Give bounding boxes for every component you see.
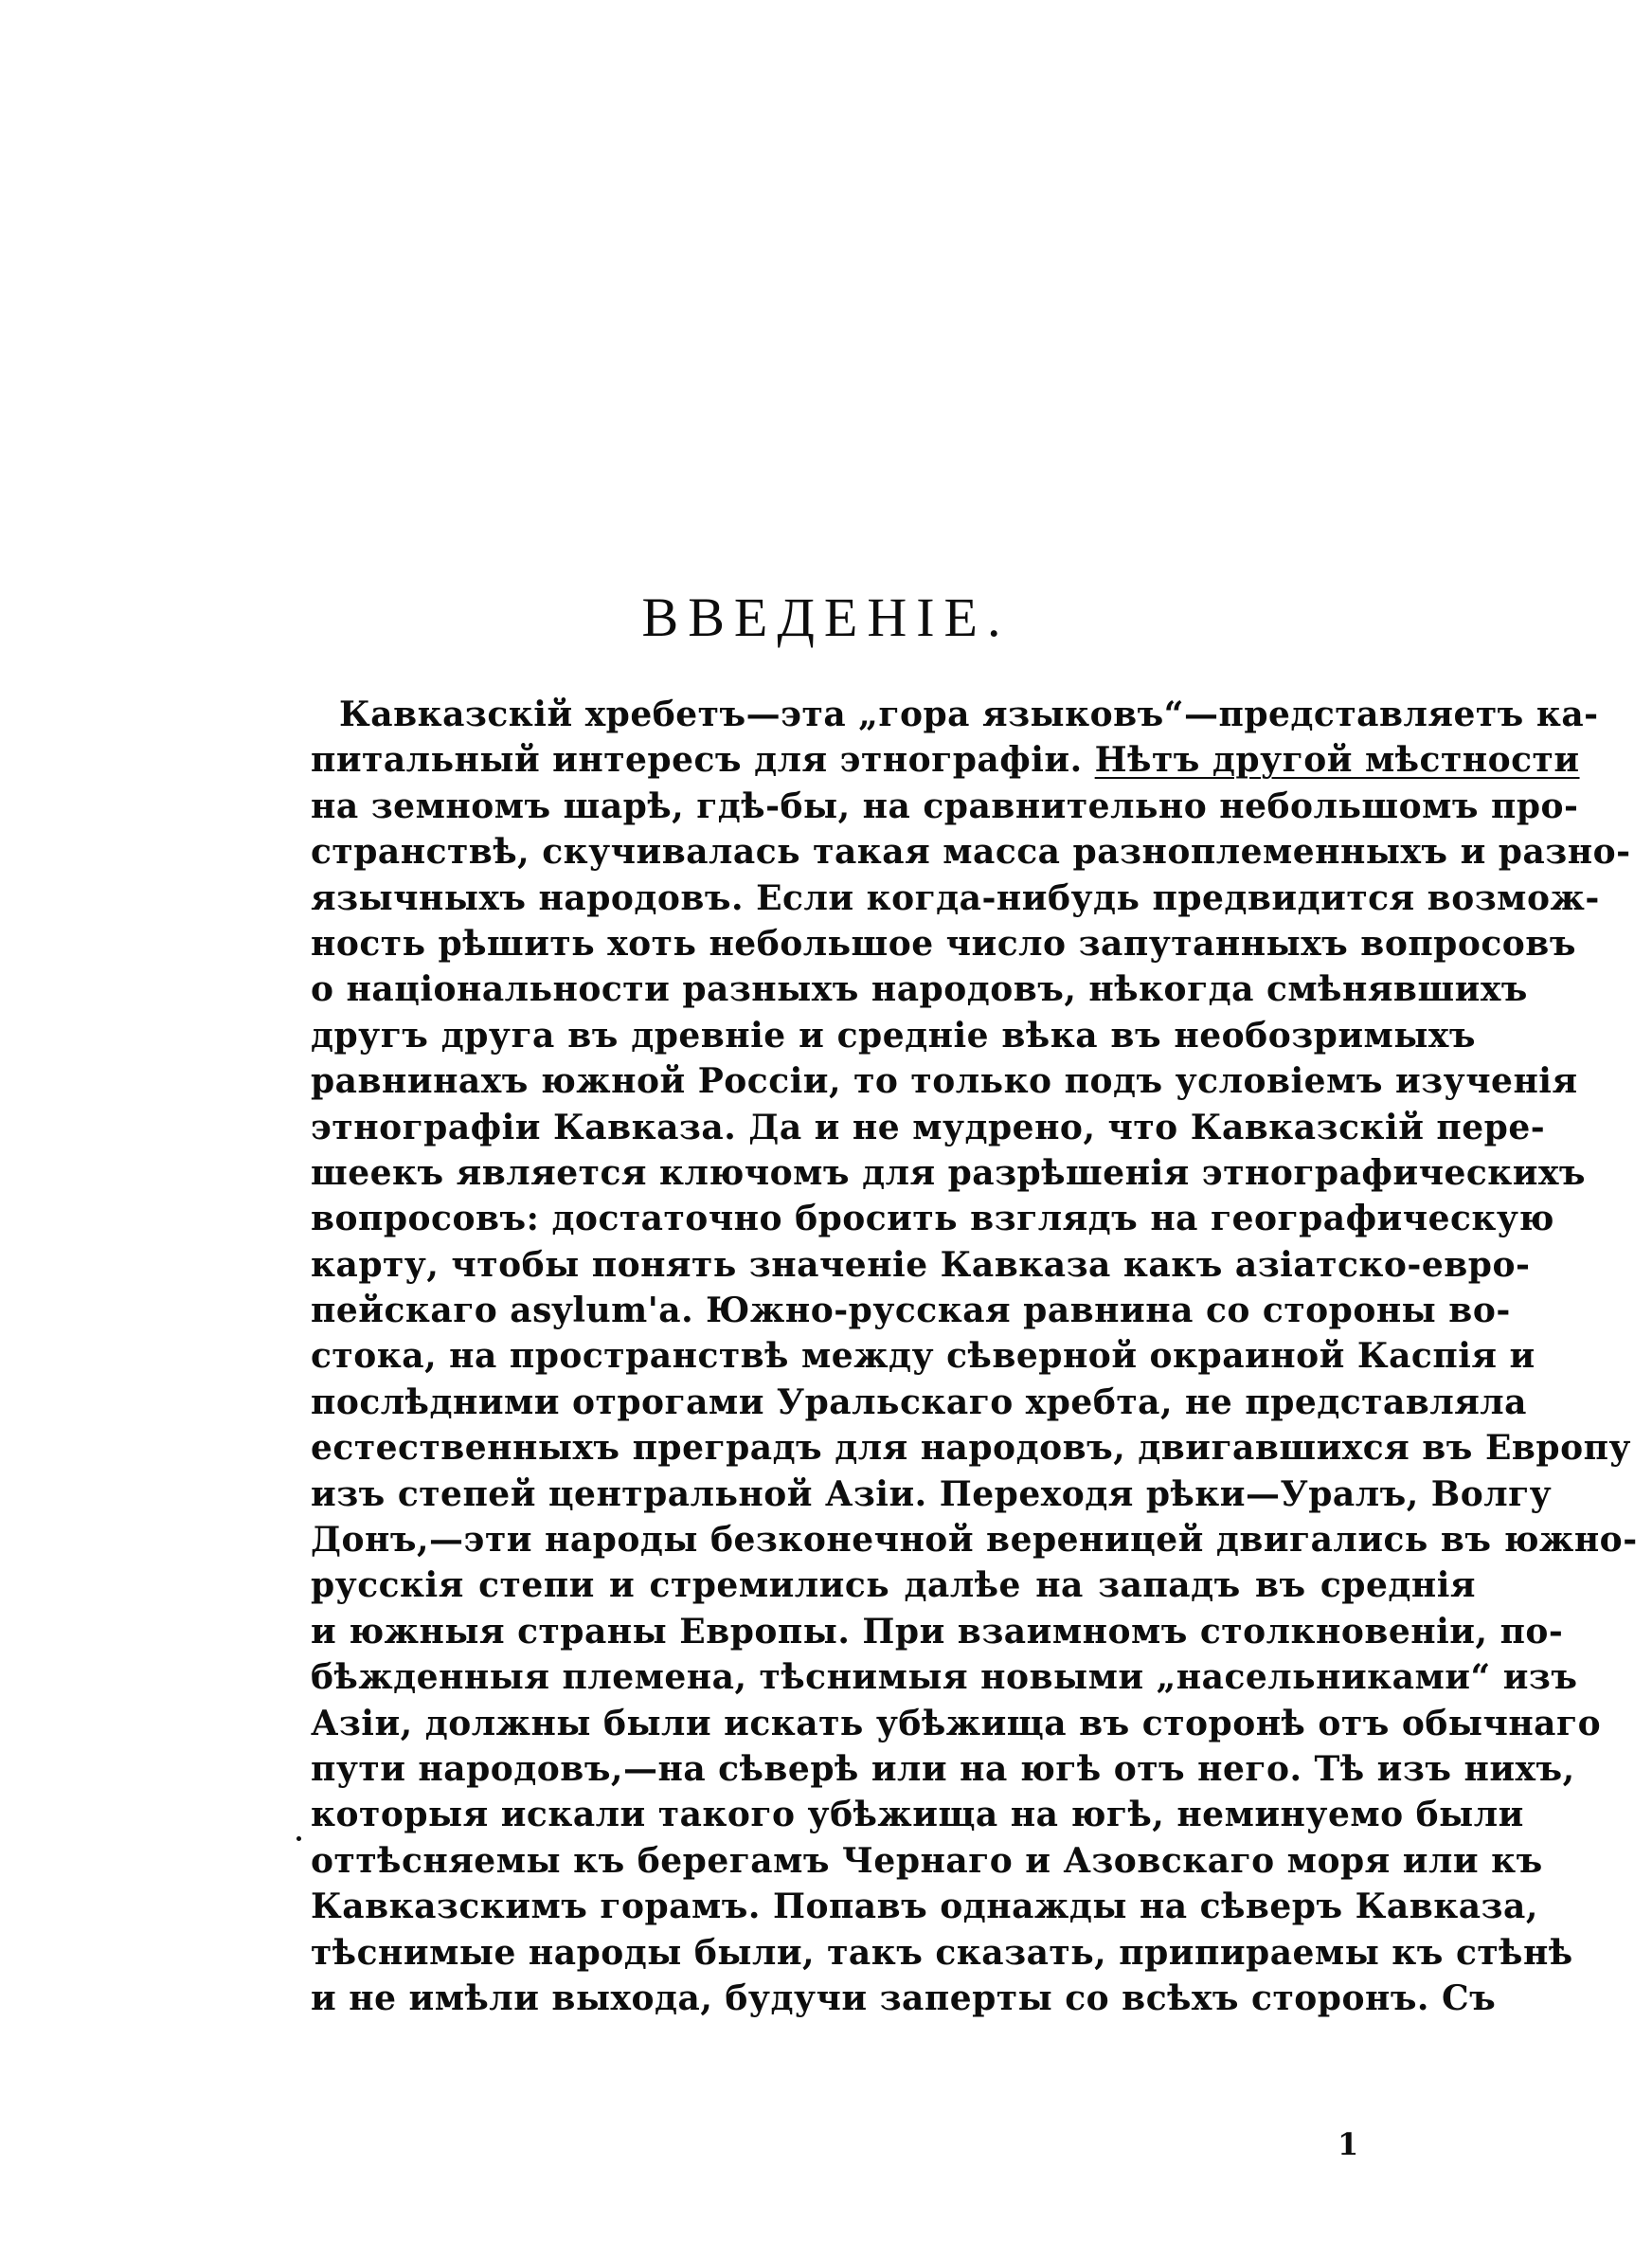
text-line-10: этнографіи Кавказа. Да и не мудрено, что Кавказскій пере-	[311, 1107, 1546, 1147]
text-line-24: пути народовъ,—на сѣверѣ или на югѣ отъ него. Тѣ изъ нихъ,	[311, 1748, 1575, 1789]
chapter-title: ВВЕДЕНІЕ.	[641, 587, 1011, 648]
text-line-4: странствѣ, скучивалась такая масса разноплеменныхъ и разно-	[311, 832, 1631, 873]
text-line-27: Кавказскимъ горамъ. Попавъ однажды на сѣверъ Кавказа,	[311, 1887, 1538, 1927]
text-line-17: естественныхъ преградъ для народовъ, двигавшихся въ Европу	[311, 1428, 1631, 1469]
text-line-9: равнинахъ южной Россіи, то только подъ условіемъ изученія	[311, 1061, 1578, 1102]
text-line-21: и южныя страны Европы. При взаимномъ столкновеніи, по-	[311, 1611, 1564, 1652]
text-line-25: которыя искали такого убѣжища на югѣ, неминуемо были	[311, 1795, 1524, 1835]
text-line-29: и не имѣли выхода, будучи заперты со всѣхъ сторонъ. Съ	[311, 1977, 1497, 2018]
page-number: 1	[1338, 2126, 1359, 2162]
text-line-23: Азіи, должны были искать убѣжища въ сторонѣ отъ обычнаго	[311, 1703, 1602, 1743]
text-line-14: пейскаго asylum'а. Южно-русская равнина со стороны во-	[311, 1291, 1511, 1331]
text-line-2	[311, 737, 1580, 783]
text-line-22: бѣжденныя племена, тѣснимыя новыми „насельниками“ изъ	[311, 1657, 1578, 1698]
text-line-2-start: питальный интересъ для этнографіи.	[311, 740, 1095, 781]
text-line-8: другъ друга въ древніе и средніе вѣка въ необозримыхъ	[311, 1015, 1476, 1056]
text-line-11: шеекъ является ключомъ для разрѣшенія этнографическихъ	[311, 1152, 1587, 1193]
text-line-12: вопросовъ: достаточно бросить взглядъ на географическую	[311, 1199, 1554, 1239]
text-line-5: язычныхъ народовъ. Если когда-нибудь предвидится возмож-	[311, 877, 1600, 918]
text-line-20: русскія степи и стремились далѣе на западъ въ среднія	[311, 1565, 1476, 1606]
text-line-6: ность рѣшить хоть небольшое число запутанныхъ вопросовъ	[311, 923, 1576, 964]
text-line-28: тѣснимые народы были, такъ сказать, припираемы къ стѣнѣ	[311, 1932, 1573, 1973]
text-line-19: Донъ,—эти народы безконечной вереницей двигались въ южно-	[311, 1520, 1638, 1561]
underlined-phrase: Нѣтъ другой мѣстности	[1094, 740, 1580, 781]
text-line-16: послѣдними отрогами Уральскаго хребта, не представляла	[311, 1381, 1528, 1422]
text-line-15: стока, на пространствѣ между сѣверной окраиной Каспія и	[311, 1336, 1535, 1377]
text-line-18: изъ степей центральной Азіи. Переходя рѣки—Уралъ, Волгу	[311, 1473, 1553, 1514]
body-text	[311, 692, 1638, 2021]
text-line-7: о національности разныхъ народовъ, нѣкогда смѣнявшихъ	[311, 969, 1528, 1010]
text-line-3: на земномъ шарѣ, гдѣ-бы, на сравнительно небольшомъ про-	[311, 785, 1579, 826]
text-line-26: оттѣсняемы къ берегамъ Чернаго и Азовскаго моря или къ	[311, 1840, 1543, 1881]
margin-dot-mark	[296, 1836, 301, 1841]
text-line-13: карту, чтобы понять значеніе Кавказа какъ азіатско-евро-	[311, 1244, 1531, 1285]
text-line-1: Кавказскій хребетъ—эта „гора языковъ“—представляетъ ка-	[339, 695, 1599, 734]
